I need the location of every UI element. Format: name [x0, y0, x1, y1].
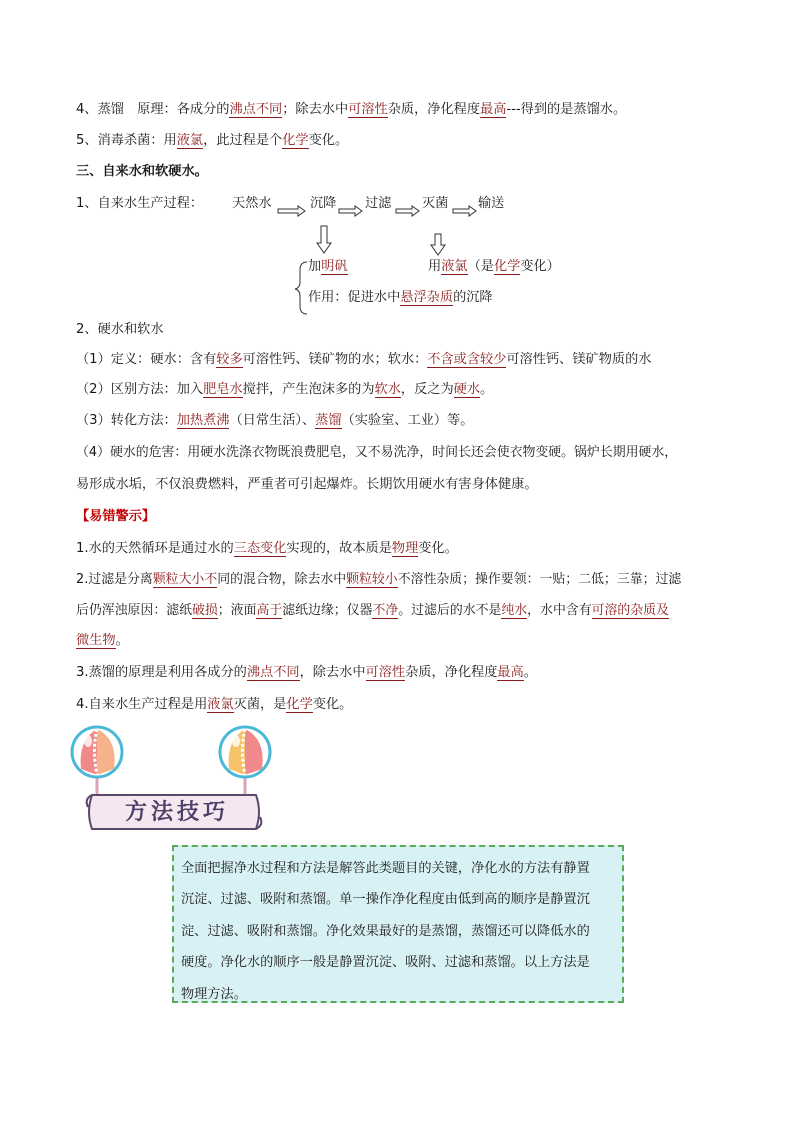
tip-line: 沉淀、过滤、吸附和蒸馏。单一操作净化程度由低到高的顺序是静置沉 — [181, 892, 590, 908]
flow-step-filtration: 过滤 — [365, 196, 392, 211]
hardsoft-distinguish: （2）区别方法：加入肥皂水搅拌，产生泡沫多的为软水，反之为硬水。 — [76, 382, 494, 397]
right-arrow-icon — [453, 206, 476, 216]
flow-step-sterilization: 灭菌 — [422, 196, 449, 211]
tip-line: 全面把握净水过程和方法是解答此类题目的关键，净化水的方法有静置 — [181, 861, 590, 876]
warning-title: 【易错警示】 — [76, 509, 156, 524]
warning-item-2: 2.过滤是分离颗粒大小不同的混合物，除去水中颗粒较小不溶性杂质；操作要领：一贴；二低；三靠；过滤 — [76, 572, 682, 587]
method-tip-box — [172, 845, 624, 1003]
tip-line: 淀、过滤、吸附和蒸馏。净化效果最好的是蒸馏，蒸馏还可以降低水的 — [181, 923, 590, 939]
warning-item-2-cont: 后仍浑浊原因：滤纸破损；液面高于滤纸边缘；仪器不净。过滤后的水不是纯水，水中含有可溶的杂质及 — [76, 603, 669, 618]
chlorine-note: 用液氯（是化学变化） — [428, 259, 560, 274]
tip-line: 物理方法。 — [181, 986, 247, 1002]
flow-diagram-arrows — [0, 0, 794, 320]
right-arrow-icon — [396, 206, 419, 216]
hardsoft-conversion: （3）转化方法：加热煮沸（日常生活）、蒸馏（实验室、工业）等。 — [76, 413, 474, 428]
tip-line: 硬度。净化水的顺序一般是静置沉淀、吸附、过滤和蒸馏。以上方法是 — [181, 955, 590, 971]
disinfection-line: 5、消毒杀菌：用液氯，此过程是个化学变化。 — [76, 133, 349, 148]
method-banner-title: 方法技巧 — [124, 799, 229, 825]
warning-item-4: 4.自来水生产过程是用液氯灭菌，是化学变化。 — [76, 697, 353, 712]
distillation-line: 4、蒸馏 原理：各成分的沸点不同；除去水中可溶性杂质，净化程度最高---得到的是蒸馏水。 — [76, 102, 627, 117]
right-arrow-icon — [339, 206, 362, 216]
down-arrow-icon — [317, 226, 331, 253]
flow-step-natural-water: 天然水 — [232, 196, 272, 211]
section-heading-tapwater: 三、自来水和软硬水。 — [76, 164, 208, 179]
down-arrow-icon — [431, 234, 445, 255]
flow-step-delivery: 输送 — [478, 196, 505, 211]
method-banner-graphic — [0, 725, 794, 855]
hardsoft-harm-line2: 易形成水垢，不仅浪费燃料，严重者可引起爆炸。长期饮用硬水有害身体健康。 — [76, 477, 538, 492]
curly-brace — [295, 262, 307, 314]
flow-step-sedimentation: 沉降 — [310, 196, 337, 211]
alum-role-note: 作用：促进水中悬浮杂质的沉降 — [308, 290, 493, 305]
warning-item-3: 3.蒸馏的原理是利用各成分的沸点不同，除去水中可溶性杂质，净化程度最高。 — [76, 665, 537, 680]
warning-item-2-end: 微生物。 — [76, 633, 129, 648]
warning-item-1: 1.水的天然循环是通过水的三态变化实现的，故本质是物理变化。 — [76, 541, 458, 556]
tapwater-process-label: 1、自来水生产过程： — [76, 196, 204, 211]
hardsoft-harm-line1: （4）硬水的危害：用硬水洗涤衣物既浪费肥皂，又不易洗净，时间长还会使衣物变硬。锅炉长期用硬水， — [76, 445, 678, 460]
beach-ball-icon — [72, 727, 122, 777]
beach-ball-icon — [220, 727, 270, 777]
alum-note: 加明矾 — [308, 259, 348, 274]
hardsoft-definition: （1）定义：硬水：含有较多可溶性钙、镁矿物的水；软水：不含或含较少可溶性钙、镁矿物质的水 — [76, 352, 652, 367]
hardsoft-title: 2、硬水和软水 — [76, 322, 164, 337]
right-arrow-icon — [278, 206, 305, 216]
